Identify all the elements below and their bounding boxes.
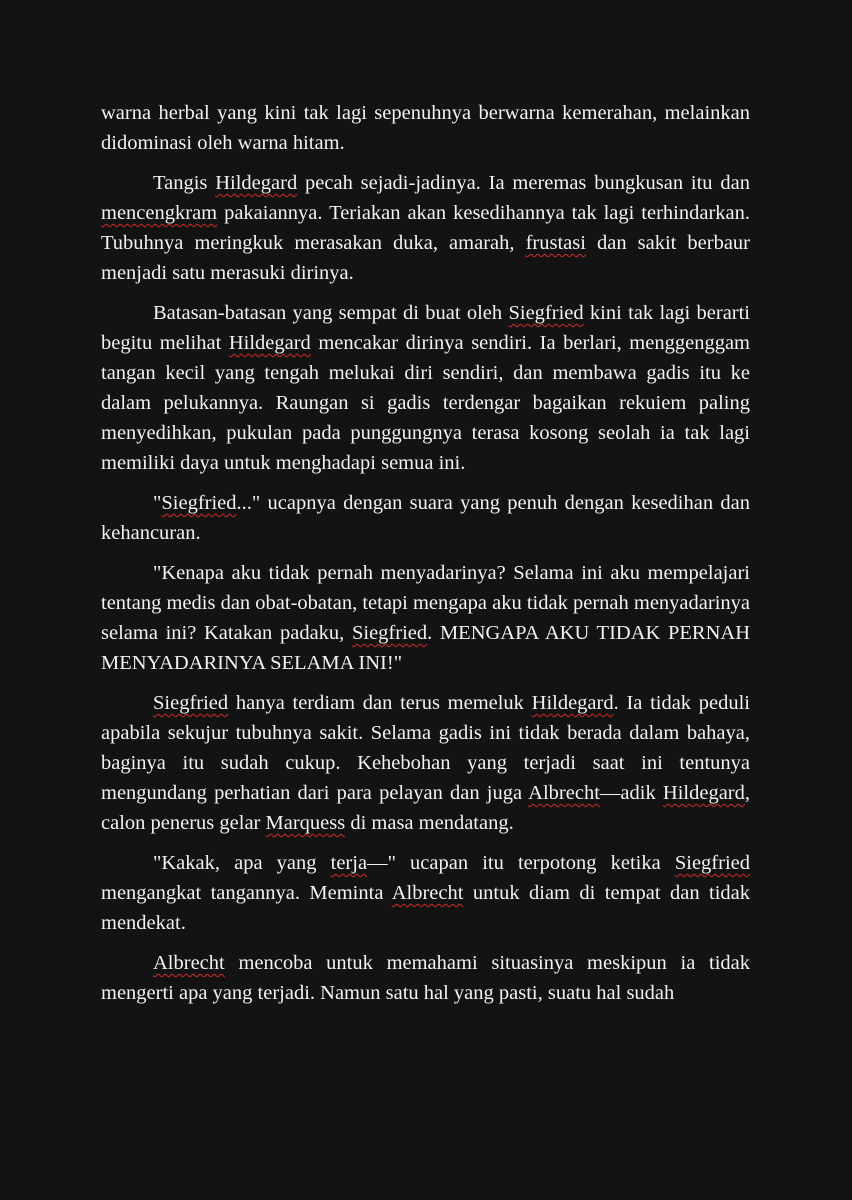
spellcheck-flagged-word: Marquess <box>265 812 346 834</box>
document-page <box>101 98 750 1018</box>
paragraph <box>101 688 750 838</box>
text-run: ..." ucapnya dengan suara yang penuh dengan kesedihan dan kehancuran. <box>101 492 750 544</box>
text-run: . Ia tidak peduli apabila sekujur tubuhnya sakit. Selama gadis ini tidak berada dalam bahaya, baginya itu sudah cukup. Kehebohan yang terjadi saat ini tentunya mengundang perhatian dari para pelayan dan juga <box>101 692 750 804</box>
spellcheck-flagged-word: Siegfried <box>508 302 584 324</box>
spellcheck-flagged-word: Hildegard <box>531 692 614 714</box>
text-run: Tangis <box>153 172 216 194</box>
paragraph <box>101 168 750 288</box>
text-run: , calon penerus gelar <box>101 782 751 834</box>
spellcheck-flagged-word: Albrecht <box>391 882 464 904</box>
text-run: untuk diam di tempat dan tidak mendekat. <box>101 882 750 934</box>
text-run: mencoba untuk memahami situasinya meskipun ia tidak mengerti apa yang terjadi. Namun satu hal yang pasti, suatu hal sudah <box>101 952 750 1004</box>
text-run: —adik <box>599 782 663 804</box>
paragraph <box>101 98 750 158</box>
paragraph <box>101 558 750 678</box>
spellcheck-flagged-word: Siegfried <box>161 492 237 514</box>
text-run: mencakar dirinya sendiri. Ia berlari, menggenggam tangan kecil yang tengah melukai diri sendiri, dan membawa gadis itu ke dalam pelukannya. Raungan si gadis terdengar bagaikan rekuiem paling menyedihkan, pukulan pada punggungnya terasa kosong seolah ia tak lagi memiliki daya untuk menghadapi semua ini. <box>101 332 750 474</box>
text-run: . MENGAPA AKU TIDAK PERNAH MENYADARINYA SELAMA INI!" <box>101 622 751 674</box>
text-run: mengangkat tangannya. Meminta <box>101 882 392 904</box>
paragraph <box>101 298 750 478</box>
text-run: pakaiannya. Teriakan akan kesedihannya tak lagi terhindarkan. Tubuhnya meringkuk merasakan duka, amarah, <box>101 202 750 254</box>
spellcheck-flagged-word: mencengkram <box>101 202 218 224</box>
spellcheck-flagged-word: frustasi <box>525 232 586 254</box>
text-run: "Kakak, apa yang <box>153 852 331 874</box>
spellcheck-flagged-word: Hildegard <box>662 782 745 804</box>
spellcheck-flagged-word: Siegfried <box>351 622 428 644</box>
text-run: pecah sejadi-jadinya. Ia meremas bungkusan itu dan <box>297 172 750 194</box>
text-run: di masa mendatang. <box>345 812 514 834</box>
spellcheck-flagged-word: Siegfried <box>674 852 750 874</box>
text-run: kini tak lagi berarti begitu melihat <box>101 302 751 354</box>
text-run: Batasan-batasan yang sempat di buat oleh <box>153 302 509 324</box>
text-run: " <box>153 492 162 514</box>
paragraph <box>101 488 750 548</box>
spellcheck-flagged-word: Hildegard <box>215 172 298 194</box>
paragraph <box>101 848 750 938</box>
spellcheck-flagged-word: Hildegard <box>228 332 311 354</box>
text-run: "Kenapa aku tidak pernah menyadarinya? Selama ini aku mempelajari tentang medis dan obat-obatan, tetapi mengapa aku tidak pernah menyadarinya selama ini? Katakan padaku, <box>101 562 750 644</box>
spellcheck-flagged-word: Albrecht <box>528 782 600 804</box>
text-run: hanya terdiam dan terus memeluk <box>228 692 532 714</box>
text-run: dan sakit berbaur menjadi satu merasuki dirinya. <box>101 232 751 284</box>
text-run: warna herbal yang kini tak lagi sepenuhnya berwarna kemerahan, melainkan didominasi oleh warna hitam. <box>101 102 750 154</box>
spellcheck-flagged-word: terja <box>330 852 368 874</box>
spellcheck-flagged-word: Siegfried <box>153 692 229 714</box>
paragraph <box>101 948 750 1008</box>
spellcheck-flagged-word: Albrecht <box>153 952 225 974</box>
text-run: —" ucapan itu terpotong ketika <box>367 852 675 874</box>
